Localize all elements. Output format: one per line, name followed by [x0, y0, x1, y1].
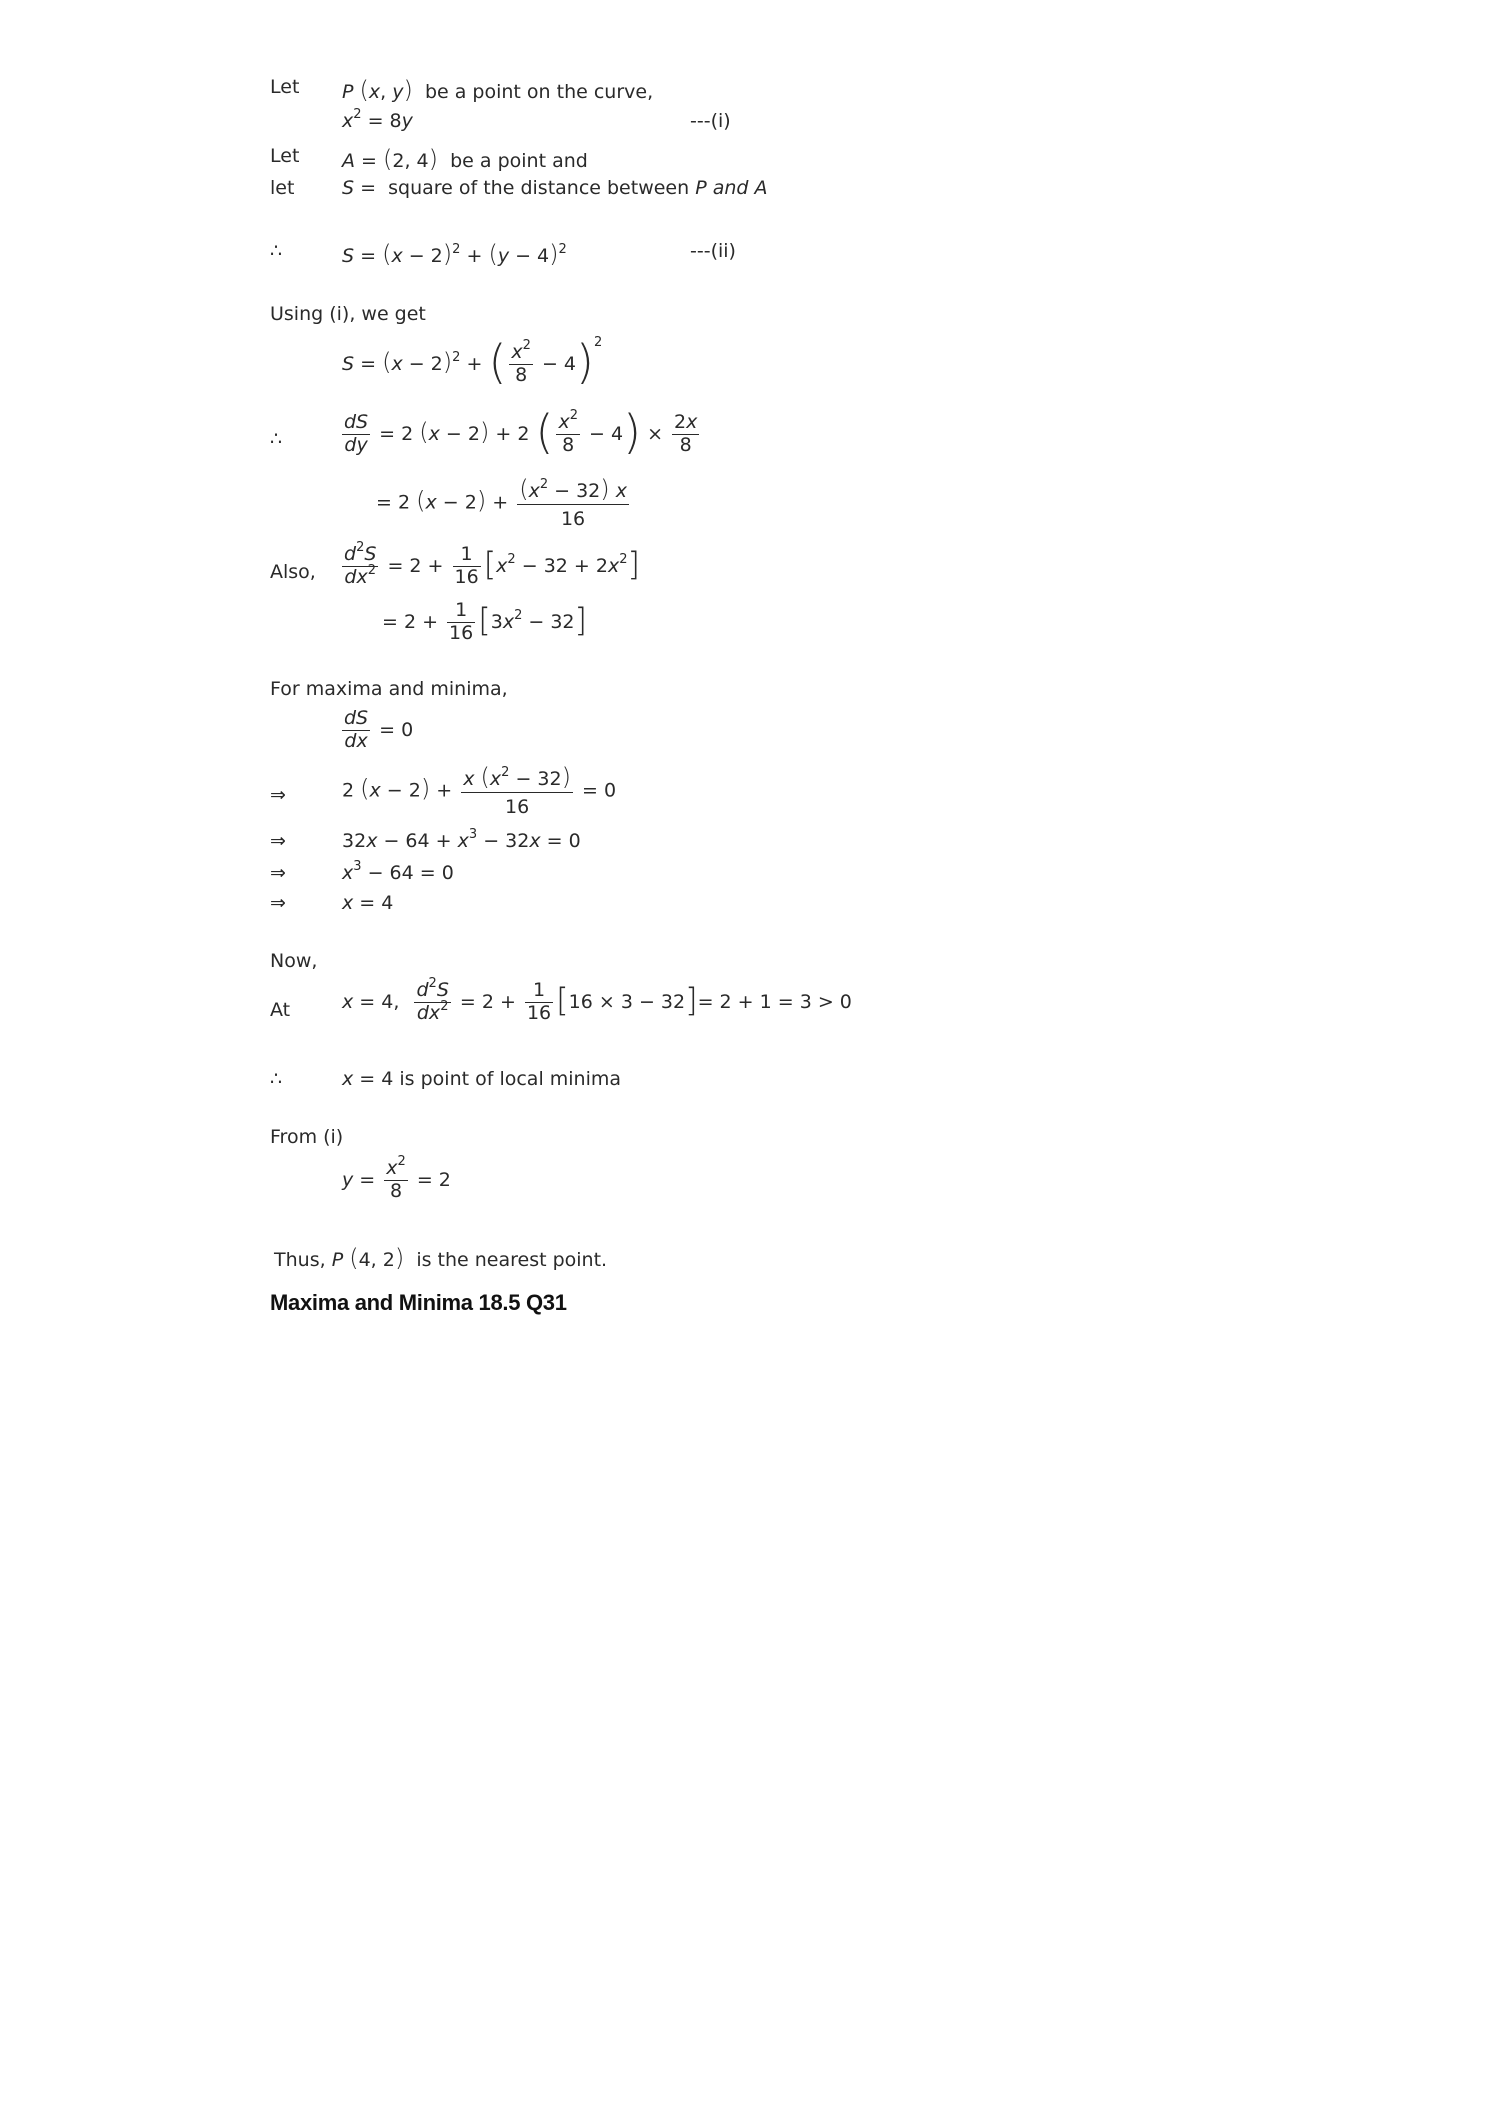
let-label: let: [270, 177, 295, 199]
let-label: Let: [270, 145, 300, 167]
therefore-symbol: ∴: [270, 240, 283, 262]
conclusion-suffix: is the nearest point.: [416, 1249, 608, 1271]
let-label: Let: [270, 76, 300, 98]
at-label: At: [270, 999, 291, 1021]
conclusion-prefix: Thus,: [274, 1249, 326, 1271]
therefore-symbol: ∴: [270, 1068, 283, 1090]
next-question-heading: Maxima and Minima 18.5 Q31: [270, 1290, 567, 1315]
now-text: Now,: [270, 950, 318, 972]
implies-symbol: ⇒: [270, 892, 286, 914]
also-label: Also,: [270, 561, 316, 583]
a-point-definition-text: be a point and: [450, 150, 588, 172]
s-definition-text: square of the distance between: [388, 177, 690, 199]
implies-symbol: ⇒: [270, 784, 286, 806]
local-minima-text: is point of local minima: [399, 1068, 622, 1090]
maxima-minima-text: For maxima and minima,: [270, 678, 508, 700]
therefore-symbol: ∴: [270, 428, 283, 450]
solution-page: Let P (x, y) be a point on the curve, $x^2 = 8y$ ---(i) Let A = (2, 4) be a point and let S = square of the distance between P and A ∴ $S = (x - 2)^2 + (y - 4)^2$ ---(ii) Using (i), we get $S = (x - 2)^2$ + ( $\frac{x^2}{8}$ − 4)$^2$ ∴ $\frac{dS}{dy}$ = 2 (x − 2) + 2 ( $\frac{x^2}{8}$ − 4) × $\frac{2x}{8}$ = 2 (x − 2) + $\frac{(x^2 - 32) x}{16}$ Also, $\frac{d^2S}{dx^2}$ = 2 + $\frac{1}{16}$ $[x^2 - 32 + 2x^2]$ = 2 + $\frac{1}{16}$ $[3x^2 - 32]$ For maxima and minima, $\frac{dS}{dx}$ = 0 ⇒ 2 (x − 2) + $\frac{x (x^2 - 32)}{16}$ = 0 ⇒ $32x - 64 + x^3 - 32x = 0$ ⇒ $x^3 - 64 = 0$ ⇒ x = 4 Now, At x = 4, $\frac{d^2S}{dx^2}$ = 2 + $\frac{1}{16}$ [16 × 3 − 32]= 2 + 1 = 3 > 0 ∴ x = 4 is point of local minima From (i) y = $\frac{x^2}{8}$ = 2 Thus, P (4, 2) is the nearest point. Maxima and Minima 18.5 Q31: [270, 76, 852, 1315]
using-text: Using (i), we get: [270, 303, 426, 325]
implies-symbol: ⇒: [270, 862, 286, 884]
from-text: From (i): [270, 1126, 344, 1148]
equation-tag-ii: ---(ii): [690, 240, 736, 262]
implies-symbol: ⇒: [270, 830, 286, 852]
and-word: and: [712, 177, 749, 199]
point-definition-text: be a point on the curve,: [424, 81, 654, 103]
equation-tag-i: ---(i): [690, 110, 731, 132]
